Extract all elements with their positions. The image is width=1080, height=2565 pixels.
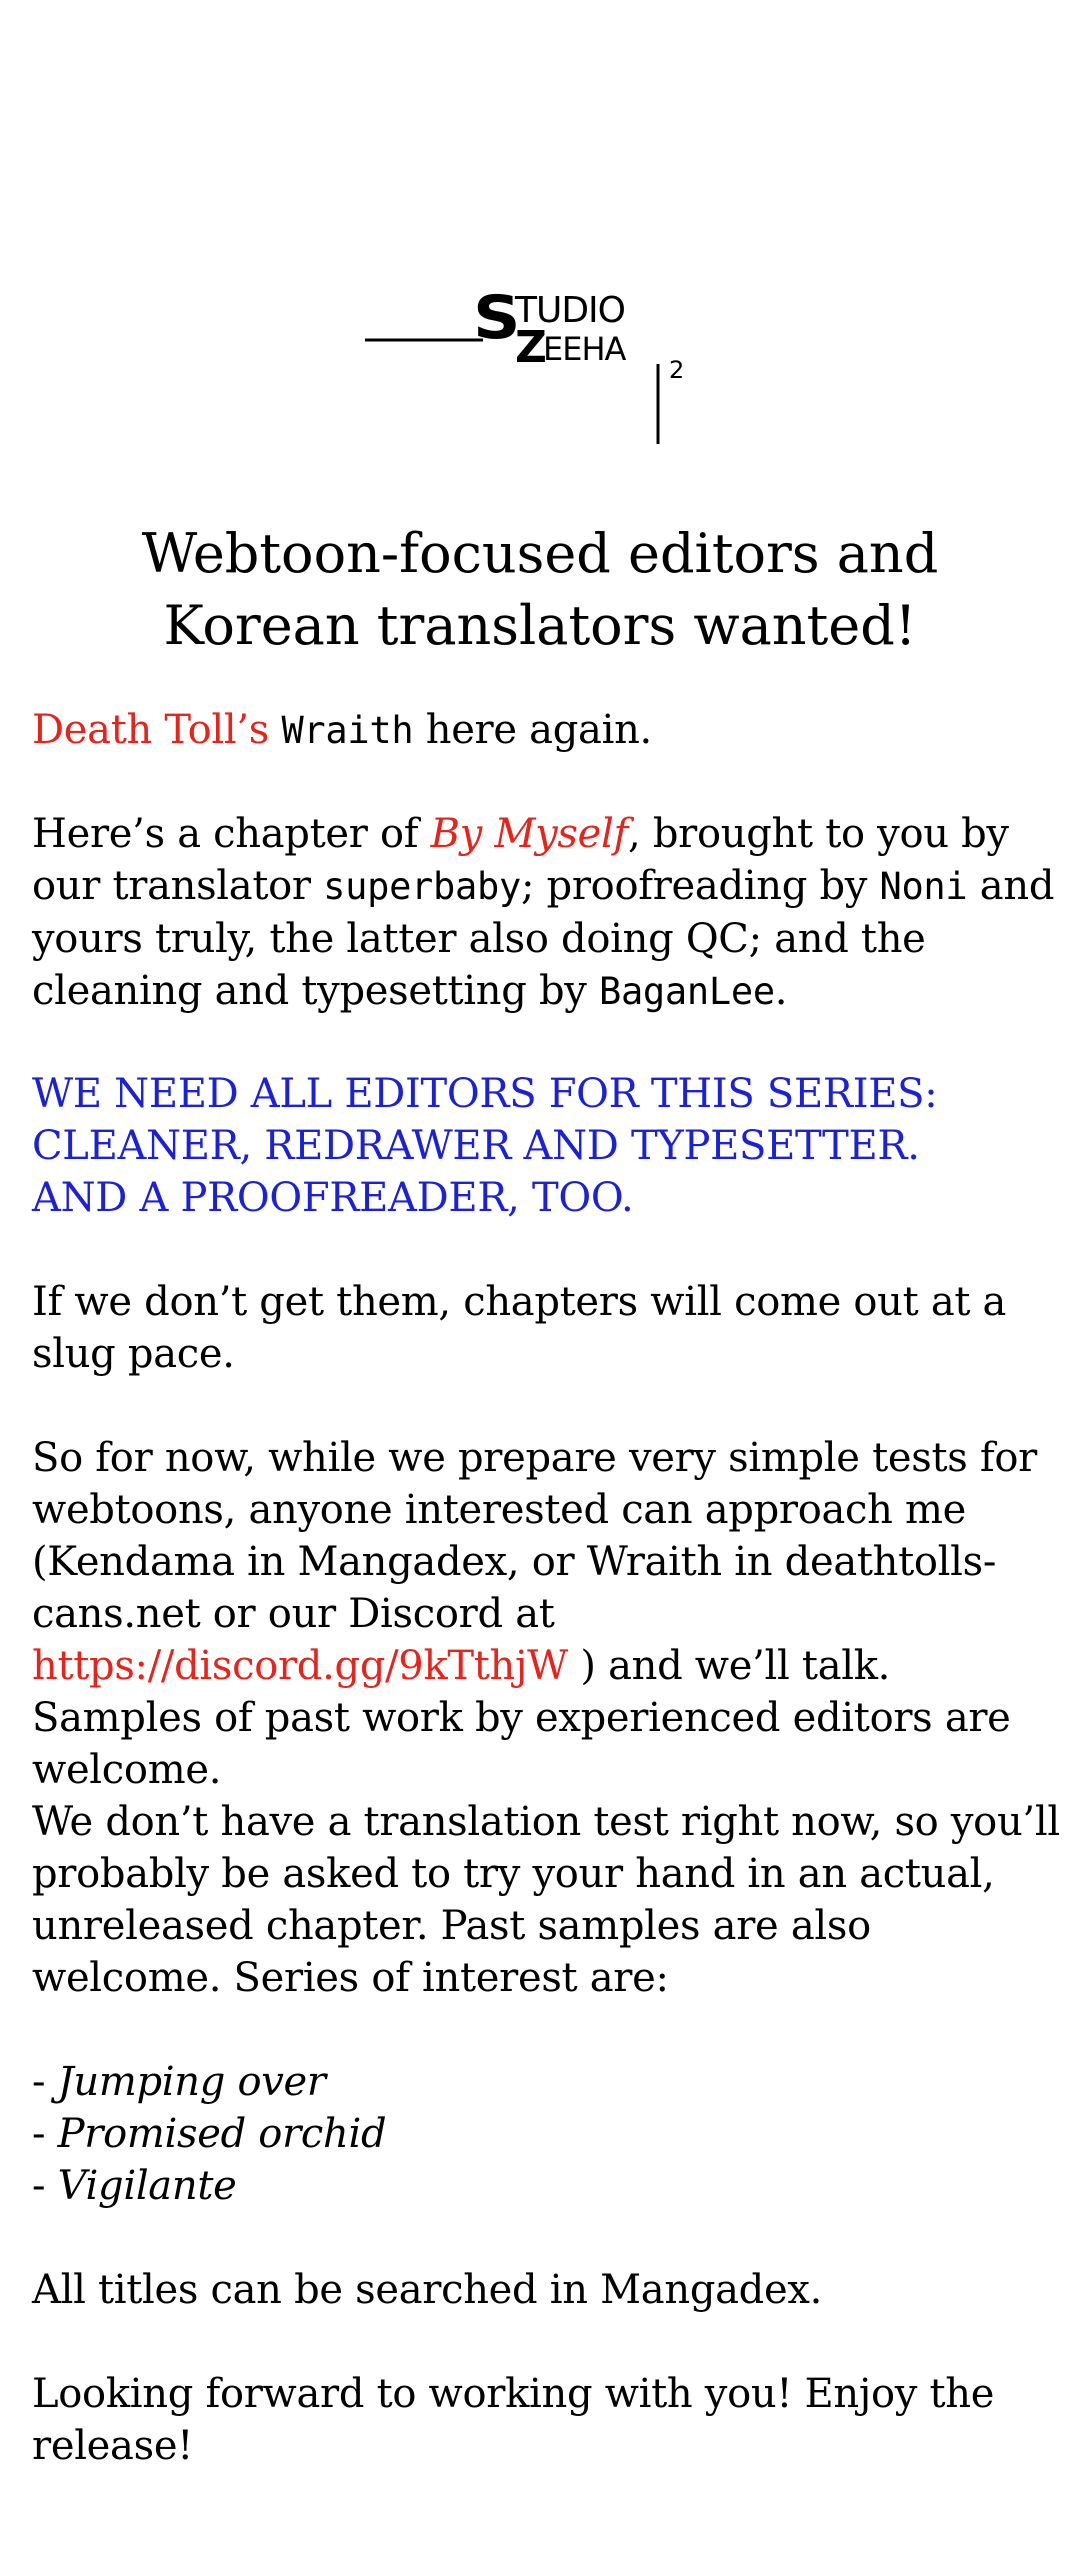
logo-subscript: 2 bbox=[669, 356, 685, 384]
typesetter-name: BaganLee bbox=[598, 970, 775, 1013]
headline-line-2: Korean translators wanted! bbox=[163, 594, 917, 657]
contact-paragraph bbox=[32, 1432, 1072, 1796]
credits-text-3: ; proofreading by bbox=[520, 863, 880, 909]
credits-paragraph bbox=[32, 808, 1072, 1018]
headline-line-1: Webtoon-focused editors and bbox=[141, 522, 939, 585]
logo-initial-s: S bbox=[473, 282, 521, 352]
contact-text-1: So for now, while we prepare very simple tests for webtoons, anyone interested can approach me (Kendama in Mangadex, or Wraith in deathtolls-cans.net or our Discord at bbox=[32, 1435, 1037, 1637]
notice-line-2: CLEANER, REDRAWER AND TYPESETTER. bbox=[32, 1123, 920, 1169]
series-title: By Myself bbox=[430, 811, 629, 857]
logo-text-bottom: EEHA bbox=[543, 330, 626, 368]
notice-line-1: WE NEED ALL EDITORS FOR THIS SERIES: bbox=[32, 1071, 938, 1117]
group-name: Death Toll’s bbox=[32, 707, 270, 753]
page-headline bbox=[40, 518, 1040, 662]
intro-rest: here again. bbox=[413, 707, 652, 753]
series-item-title: Vigilante bbox=[57, 2163, 237, 2209]
list-item: - Jumping over bbox=[32, 2059, 326, 2105]
credits-text-4: and yours truly, the latter also doing QC; and the cleaning and typesetting by bbox=[32, 863, 1055, 1014]
proofreader-name: Noni bbox=[879, 865, 968, 908]
contact-text-2: ) and we’ll talk. Samples of past work by experienced editors are welcome. bbox=[32, 1643, 1011, 1793]
series-list bbox=[32, 2056, 1072, 2212]
search-note-paragraph: All titles can be searched in Mangadex. bbox=[32, 2267, 823, 2313]
recruitment-notice bbox=[32, 1068, 1072, 1224]
credits-text-2: , brought to you by our translator bbox=[32, 811, 1009, 909]
intro-paragraph bbox=[32, 704, 1072, 757]
credits-text-5: . bbox=[774, 968, 788, 1014]
translation-note-paragraph: We don’t have a translation test right now, so you’ll probably be asked to try your hand in an actual, unreleased chapter. Past samples are also welcome. Series of interest are: bbox=[32, 1799, 1060, 2001]
author-name: Wraith bbox=[281, 709, 414, 752]
series-item-title: Jumping over bbox=[57, 2059, 326, 2105]
discord-link[interactable]: https://discord.gg/9kTthjW bbox=[32, 1643, 568, 1689]
closing-paragraph: Looking forward to working with you! Enjoy the release! bbox=[32, 2371, 995, 2469]
warning-paragraph: If we don’t get them, chapters will come out at a slug pace. bbox=[32, 1279, 1007, 1377]
translator-name: superbaby bbox=[323, 865, 521, 908]
list-item: - Vigilante bbox=[32, 2163, 237, 2209]
series-item-title: Promised orchid bbox=[57, 2111, 387, 2157]
logo-initial-z: Z bbox=[515, 322, 547, 373]
logo-text-top: TUDIO bbox=[515, 290, 626, 331]
credits-text-1: Here’s a chapter of bbox=[32, 811, 431, 857]
studio-zeeha2-logo bbox=[365, 282, 705, 452]
notice-line-3: AND A PROOFREADER, TOO. bbox=[32, 1175, 634, 1221]
list-item: - Promised orchid bbox=[32, 2111, 387, 2157]
